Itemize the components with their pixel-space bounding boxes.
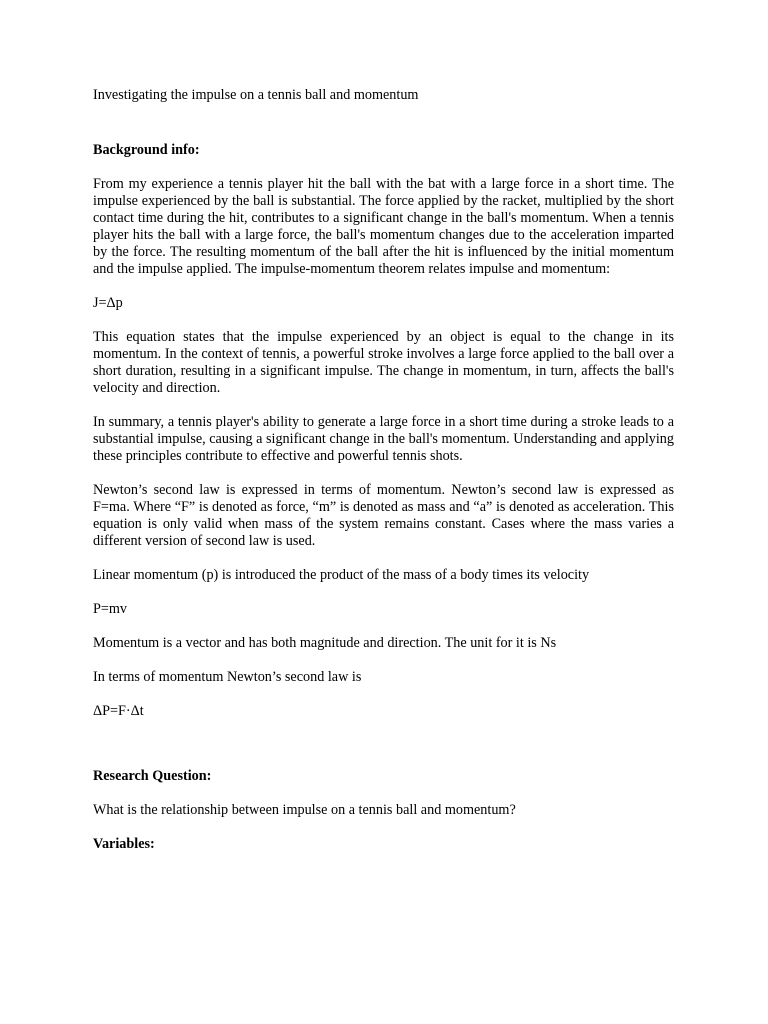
variables-heading: Variables: <box>93 836 155 852</box>
background-paragraph-4: Newton’s second law is expressed in terms of momentum. Newton’s second law is expressed as F=ma. Where “F” is denoted as force, “m” is denoted as mass and “a” is denoted as acceleration. This equation is only valid when mass of the system remains constant. Cases where the mass varies a different version of second law is used. <box>93 482 674 549</box>
momentum-equation: P=mv <box>93 601 128 617</box>
newton-second-law-equation: ΔP=F·Δt <box>93 703 144 719</box>
document-title: Investigating the impulse on a tennis ball and momentum <box>93 87 419 103</box>
impulse-momentum-equation: J=Δp <box>93 295 123 311</box>
background-heading: Background info: <box>93 142 200 158</box>
research-question-text: What is the relationship between impulse on a tennis ball and momentum? <box>93 802 516 818</box>
research-question-heading: Research Question: <box>93 768 212 784</box>
background-paragraph-1: From my experience a tennis player hit the ball with the bat with a large force in a short time. The impulse experienced by the ball is substantial. The force applied by the racket, multiplied by the short contact time during the hit, contributes to a significant change in the ball's momentum. When a tennis player hits the ball with a large force, the ball's momentum changes due to the acceleration imparted by the force. The resulting momentum of the ball after the hit is influenced by the initial momentum and the impulse applied. The impulse-momentum theorem relates impulse and momentum: <box>93 176 674 277</box>
background-paragraph-2: This equation states that the impulse experienced by an object is equal to the change in its momentum. In the context of tennis, a powerful stroke involves a large force applied to the ball over a short duration, resulting in a significant impulse. The change in momentum, in turn, affects the ball's velocity and direction. <box>93 329 674 396</box>
background-paragraph-7: In terms of momentum Newton’s second law is <box>93 669 362 685</box>
background-paragraph-5: Linear momentum (p) is introduced the product of the mass of a body times its velocity <box>93 567 590 583</box>
background-paragraph-6: Momentum is a vector and has both magnitude and direction. The unit for it is Ns <box>93 635 557 651</box>
background-paragraph-3: In summary, a tennis player's ability to generate a large force in a short time during a stroke leads to a substantial impulse, causing a significant change in the ball's momentum. Understanding and applying these principles contribute to effective and powerful tennis shots. <box>93 414 674 464</box>
document-page <box>93 87 674 853</box>
